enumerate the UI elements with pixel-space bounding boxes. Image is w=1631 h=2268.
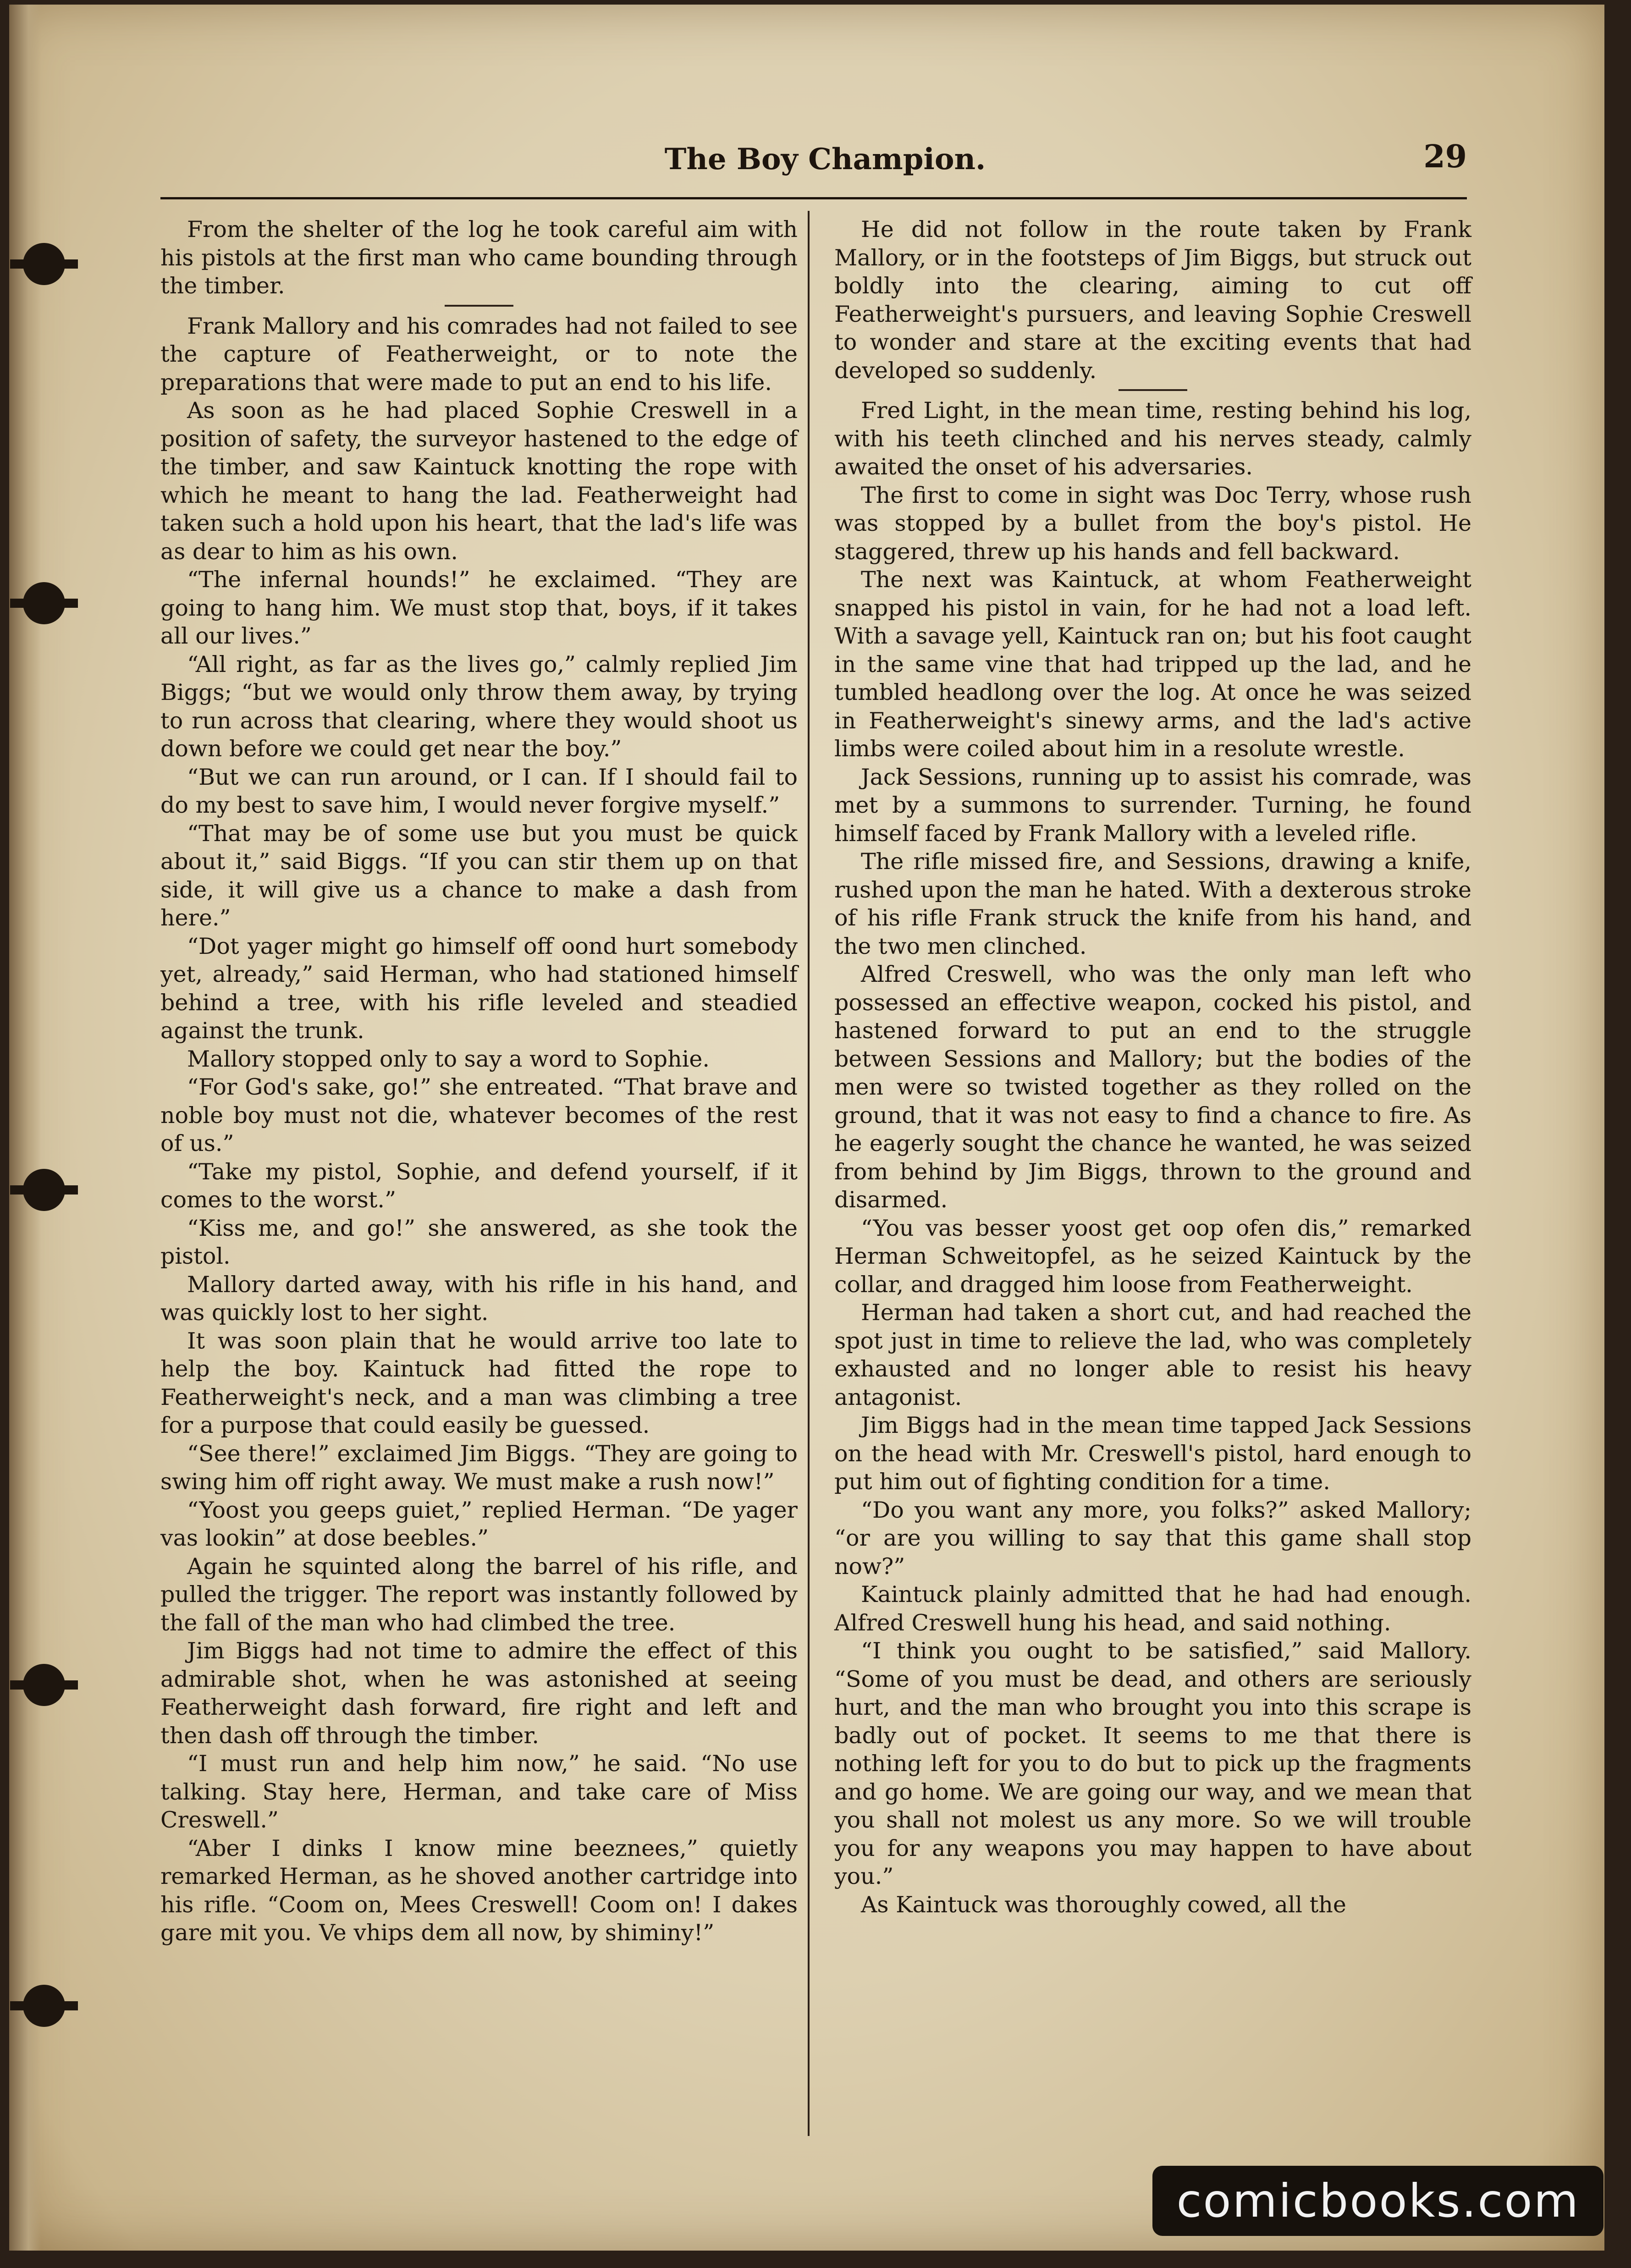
paragraph: “Dot yager might go himself off oond hurt somebody yet, already,” said Herman, who had stationed himself behind a tree, with his rifle leveled and steadied against the trunk. [160,933,798,1044]
column-divider [808,211,810,2136]
paragraph: “See there!” exclaimed Jim Biggs. “They are going to swing him off right away. We must make a rush now!” [160,1440,798,1495]
header-rule [160,197,1467,199]
paragraph: It was soon plain that he would arrive too late to help the boy. Kaintuck had fitted the rope to Featherweight's neck, and a man was climbing a tree for a purpose that could easily be guessed. [160,1327,798,1438]
page-number: 29 [1423,138,1467,175]
paragraph: He did not follow in the route taken by Frank Mallory, or in the footsteps of Jim Biggs, but struck out boldly into the clearing, aiming to cut off Featherweight's pursuers, and leaving Sophie Creswell to wonder and stare at the exciting events that had developed so suddenly. [834,216,1471,384]
paragraph: “Yoost you geeps guiet,” replied Herman. “De yager vas lookin” at dose beebles.” [160,1497,798,1551]
paragraph: Kaintuck plainly admitted that he had had enough. Alfred Creswell hung his head, and said nothing. [834,1581,1471,1636]
paragraph: The first to come in sight was Doc Terry, whose rush was stopped by a bullet from the boy's pistol. He staggered, threw up his hands and fell backward. [834,482,1471,565]
paragraph: “Do you want any more, you folks?” asked Mallory; “or are you willing to say that this game shall stop now?” [834,1497,1471,1580]
paragraph: Fred Light, in the mean time, resting behind his log, with his teeth clinched and his nerves steady, calmly awaited the onset of his adversaries. [834,397,1471,480]
binding-hole [23,243,65,285]
paragraph: “Kiss me, and go!” she answered, as she took the pistol. [160,1215,798,1269]
binding-hole [23,1169,65,1211]
site-watermark: comicbooks.com [1152,2166,1603,2236]
paragraph: Jim Biggs had not time to admire the effect of this admirable shot, when he was astonished at seeing Featherweight dash forward, fire right and left and then dash off through the timber. [160,1638,798,1749]
paragraph: “The infernal hounds!” he exclaimed. “They are going to hang him. We must stop that, boys, if it takes all our lives.” [160,567,798,649]
paragraph: Frank Mallory and his comrades had not failed to see the capture of Featherweight, or to note the preparations that were made to put an end to his life. [160,313,798,396]
paragraph: Again he squinted along the barrel of his rifle, and pulled the trigger. The report was instantly followed by the fall of the man who had climbed the tree. [160,1553,798,1636]
paragraph: Jim Biggs had in the mean time tapped Jack Sessions on the head with Mr. Creswell's pistol, hard enough to put him out of fighting condition for a time. [834,1412,1471,1495]
section-separator [1119,389,1187,391]
binding-hole [23,1985,65,2027]
left-column [160,215,798,1947]
paragraph: As Kaintuck was thoroughly cowed, all the [861,1891,1346,1918]
paragraph: The rifle missed fire, and Sessions, drawing a knife, rushed upon the man he hated. With a dexterous stroke of his rifle Frank struck the knife from his hand, and the two men clinched. [834,848,1471,959]
section-separator [445,305,513,307]
binding-hole [23,1664,65,1706]
binding-edge [9,5,41,2251]
paragraph: “Take my pistol, Sophie, and defend yourself, if it comes to the worst.” [160,1158,798,1213]
paragraph: Herman had taken a short cut, and had reached the spot just in time to relieve the lad, who was completely exhausted and no longer able to resist his heavy antagonist. [834,1299,1471,1410]
magazine-page [9,5,1604,2251]
paragraph: “But we can run around, or I can. If I should fail to do my best to save him, I would never forgive myself.” [160,764,798,818]
paragraph: Mallory stopped only to say a word to Sophie. [187,1046,710,1072]
running-head-title: The Boy Champion. [664,142,986,176]
paragraph: “All right, as far as the lives go,” calmly replied Jim Biggs; “but we would only throw them away, by trying to run across that clearing, where they would shoot us down before we could get near the boy.” [160,651,798,762]
paragraph: The next was Kaintuck, at whom Featherweight snapped his pistol in vain, for he had not a load left. With a savage yell, Kaintuck ran on; but his foot caught in the same vine that had tripped up the lad, and he tumbled headlong over the log. At once he was seized in Featherweight's sinewy arms, and the lad's active limbs were coiled about him in a resolute wrestle. [834,567,1471,762]
paragraph: “I must run and help him now,” he said. “No use talking. Stay here, Herman, and take care of Miss Creswell.” [160,1751,798,1833]
paragraph: “I think you ought to be satisfied,” said Mallory. “Some of you must be dead, and others are seriously hurt, and the man who brought you into this scrape is badly out of pocket. It seems to me that there is nothing left for you to do but to pick up the fragments and go home. We are going our way, and we mean that you shall not molest us any more. So we will trouble you for any weapons you may happen to have about you.” [834,1638,1471,1889]
paragraph: Alfred Creswell, who was the only man left who possessed an effective weapon, cocked his pistol, and hastened forward to put an end to the struggle between Sessions and Mallory; but the bodies of the men were so twisted together as they rolled on the ground, that it was not easy to find a chance to fire. As he eagerly sought the chance he wanted, he was seized from behind by Jim Biggs, thrown to the ground and disarmed. [834,961,1471,1213]
paragraph: “Aber I dinks I know mine beeznees,” quietly remarked Herman, as he shoved another cartridge into his rifle. “Coom on, Mees Creswell! Coom on! I dakes gare mit you. Ve vhips dem all now, by shiminy!” [160,1835,798,1946]
paragraph: “For God's sake, go!” she entreated. “That brave and noble boy must not die, whatever becomes of the rest of us.” [160,1074,798,1156]
paragraph: “You vas besser yoost get oop ofen dis,” remarked Herman Schweitopfel, as he seized Kaintuck by the collar, and dragged him loose from Featherweight. [834,1215,1471,1298]
right-column [834,215,1471,1919]
paragraph: Mallory darted away, with his rifle in his hand, and was quickly lost to her sight. [160,1271,798,1326]
binding-hole [23,582,65,624]
paragraph: “That may be of some use but you must be quick about it,” said Biggs. “If you can stir them up on that side, it will give us a chance to make a dash from here.” [160,820,798,931]
paragraph: From the shelter of the log he took careful aim with his pistols at the first man who came bounding through the timber. [160,216,798,299]
paragraph: Jack Sessions, running up to assist his comrade, was met by a summons to surrender. Turning, he found himself faced by Frank Mallory with a leveled rifle. [834,764,1471,847]
paragraph: As soon as he had placed Sophie Creswell in a position of safety, the surveyor hastened to the edge of the timber, and saw Kaintuck knotting the rope with which he meant to hang the lad. Featherweight had taken such a hold upon his heart, that the lad's life was as dear to him as his own. [160,397,798,565]
